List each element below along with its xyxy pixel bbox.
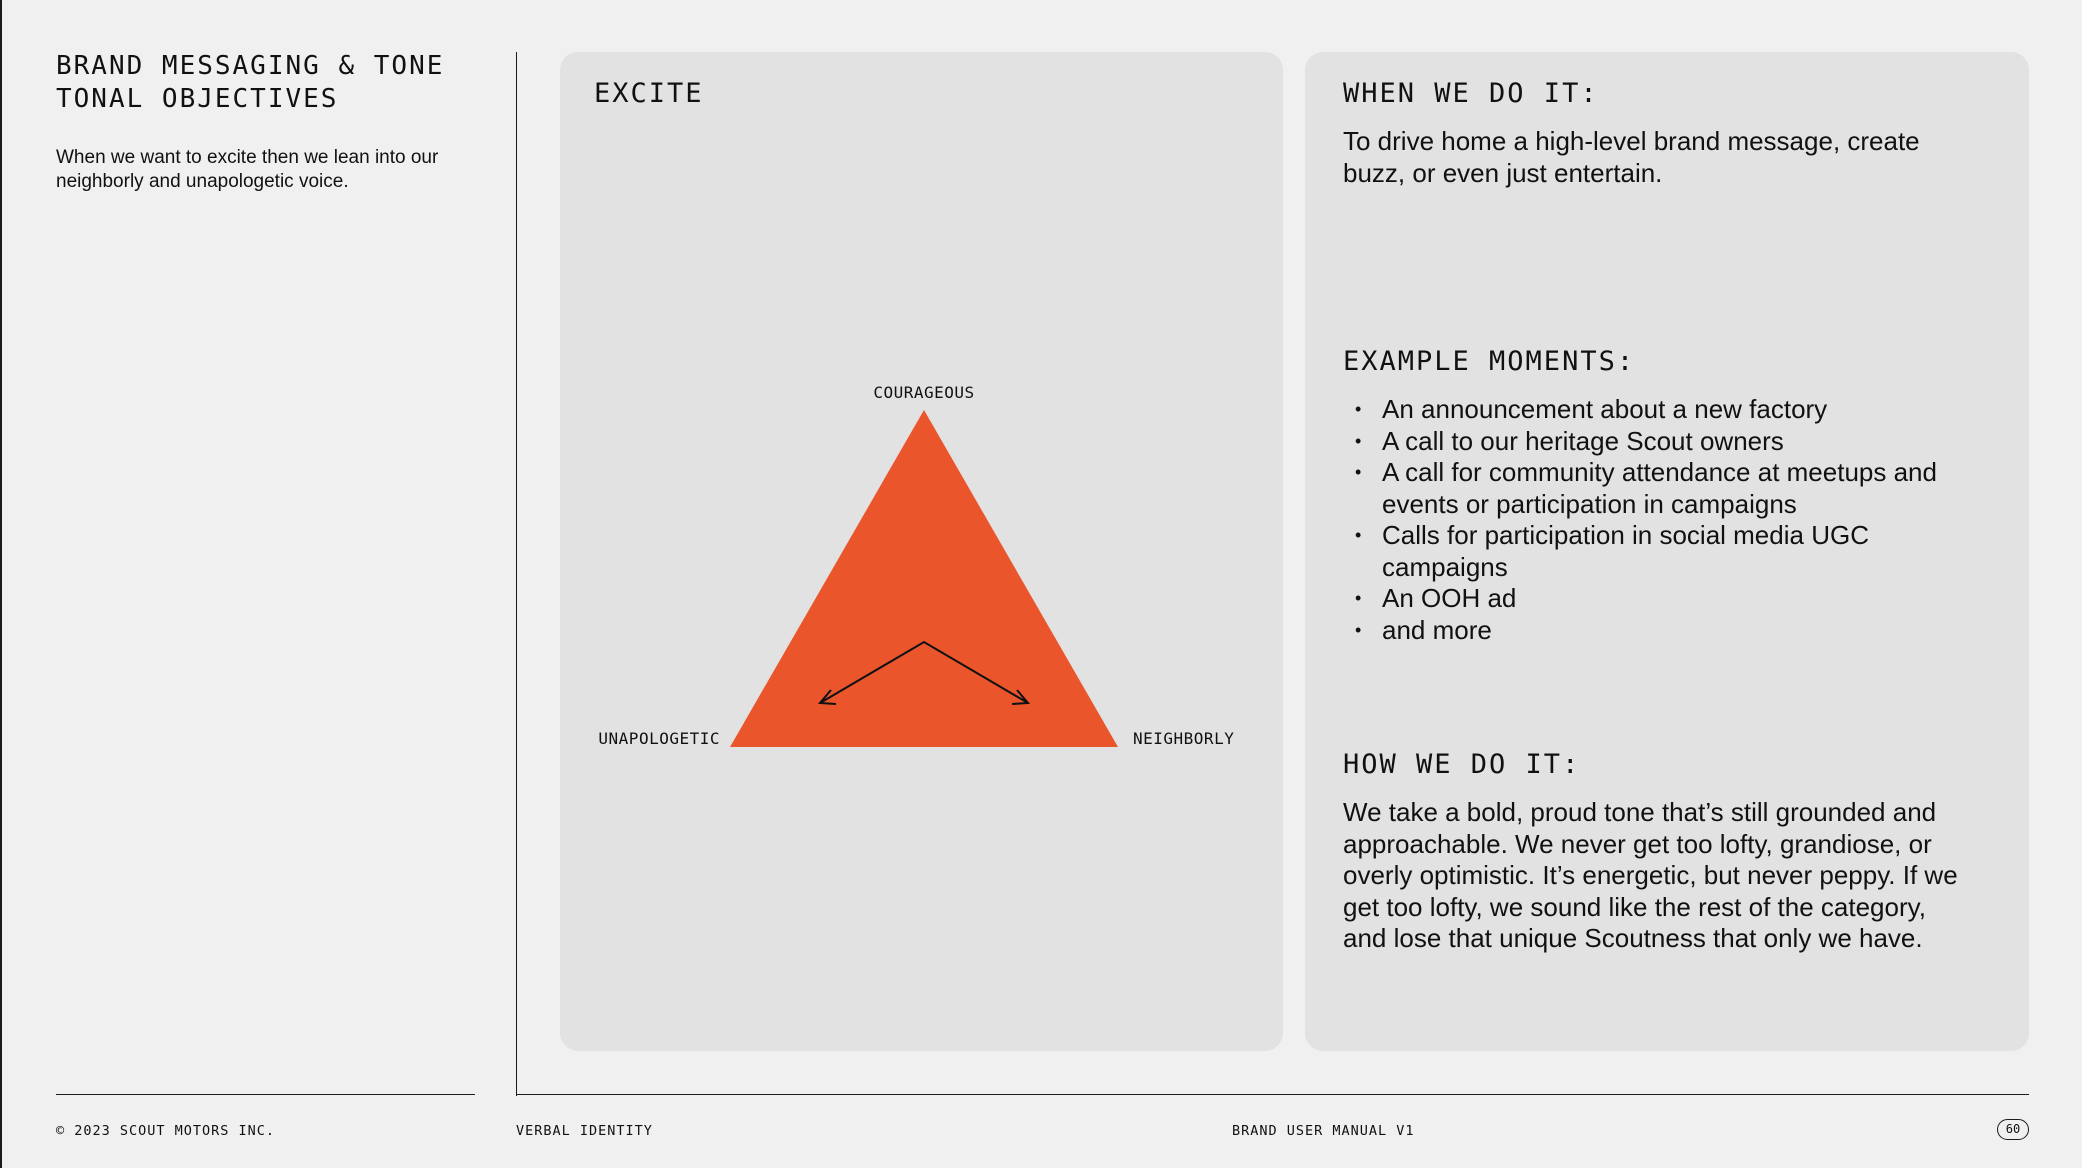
moments-heading: EXAMPLE MOMENTS: <box>1343 346 1636 377</box>
page-left-edge <box>0 0 2 1168</box>
page-title <box>56 50 476 116</box>
label-unapologetic: UNAPOLOGETIC <box>598 729 720 748</box>
list-item: • and more <box>1343 615 1983 647</box>
list-item: • A call to our heritage Scout owners <box>1343 426 1983 458</box>
list-item: • A call for community attendance at meetups and events or participation in campaigns <box>1343 457 1983 520</box>
tone-triangle-diagram <box>560 52 1283 1051</box>
tone-triangle <box>730 410 1118 747</box>
label-courageous: COURAGEOUS <box>873 383 975 402</box>
list-item: • Calls for participation in social media UGC campaigns <box>1343 520 1983 583</box>
how-body: We take a bold, proud tone that’s still grounded and approachable. We never get too lofty, grandiose, or overly optimistic. It’s energetic, but never peppy. If we get too lofty, we sound like the rest of the category, and lose that unique Scoutness that only we have. <box>1343 797 1958 953</box>
sidebar-description: When we want to excite then we lean into our neighborly and unapologetic voice. <box>56 147 439 192</box>
footer-copyright: © 2023 SCOUT MOTORS INC. <box>56 1123 276 1139</box>
label-neighborly: NEIGHBORLY <box>1133 729 1235 748</box>
vertical-divider <box>516 52 517 1096</box>
page-number-badge: 60 <box>1997 1119 2029 1140</box>
footer-section-name: VERBAL IDENTITY <box>516 1123 653 1139</box>
moments-list <box>1343 394 1983 646</box>
diagram-card-title: EXCITE <box>594 78 704 109</box>
footer-manual-name: BRAND USER MANUAL V1 <box>1232 1123 1415 1139</box>
when-body: To drive home a high-level brand message, create buzz, or even just entertain. <box>1343 126 1920 188</box>
list-item: • An announcement about a new factory <box>1343 394 1983 426</box>
page-title-line-2: TONAL OBJECTIVES <box>56 84 339 114</box>
sidebar <box>56 50 476 194</box>
footer-rule-right <box>516 1094 2029 1095</box>
info-card <box>1305 52 2029 1051</box>
footer-rule-left <box>56 1094 475 1095</box>
list-item: • An OOH ad <box>1343 583 1983 615</box>
when-heading: WHEN WE DO IT: <box>1343 78 1599 109</box>
page-title-line-1: BRAND MESSAGING & TONE <box>56 51 445 81</box>
diagram-card <box>560 52 1283 1051</box>
how-heading: HOW WE DO IT: <box>1343 749 1581 780</box>
